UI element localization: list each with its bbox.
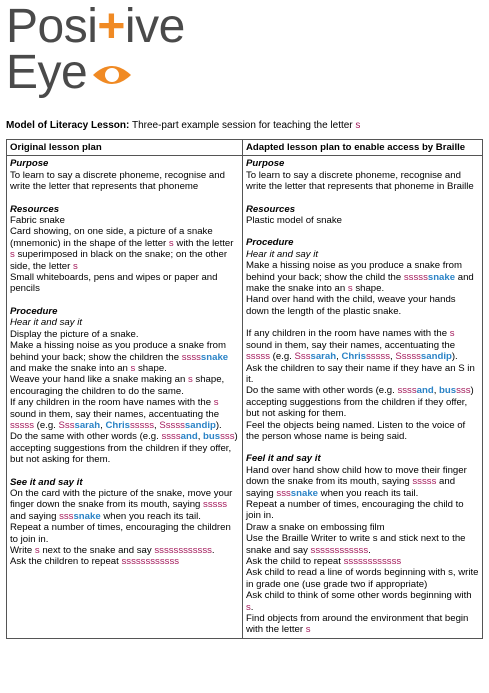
left-step-5: Do the same with other words (e.g. ssssand, bussss) accepting suggestions from the children if they offer, but not asking for them. <box>10 431 238 466</box>
right-procedure-heading: Procedure <box>246 237 294 249</box>
header-original: Original lesson plan <box>7 140 243 156</box>
right-hear-heading: Hear it and say it <box>246 248 318 260</box>
right-step-2: Hand over hand with the child, weave your hands down the length of the plastic snake. <box>246 294 456 317</box>
left-step-1: Display the picture of a snake. <box>10 328 139 340</box>
right-feel-8: Find objects from around the environment that begin with the letter s <box>246 613 469 636</box>
right-step-5: Do the same with other words (e.g. ssssand, bussss) accepting suggestions from the children if they offer, but not asking for them. <box>246 385 474 420</box>
right-purpose-heading: Purpose <box>246 158 285 170</box>
left-purpose-heading: Purpose <box>10 158 49 170</box>
left-step-4: If any children in the room have names with the s sound in them, say their names, accentuating the sssss (e.g. Ssssarah, Chrissssss, Ssssssandip). <box>10 397 222 431</box>
right-feel-7: Ask child to think of some other words beginning with s. <box>246 590 472 613</box>
left-resource-3: Small whiteboards, pens and wipes or paper and pencils <box>10 272 218 295</box>
right-feel-6: Ask child to read a line of words beginning with s, write in grade one (use grade two if appropriate) <box>246 567 479 590</box>
adapted-plan-cell <box>243 156 483 638</box>
left-see-heading: See it and say it <box>10 476 83 488</box>
right-step-1: Make a hissing noise as you produce a snake from behind your back; show the child the ssssssnake and make the snake into an s shape. <box>246 260 474 295</box>
left-see-1: On the card with the picture of the snake, move your finger down the snake from its mouth, saying sssss and saying ssssnake when you reach its tail. <box>10 487 233 522</box>
logo-text-a: Posi <box>6 0 98 53</box>
original-plan-cell <box>7 156 243 638</box>
left-resources-heading: Resources <box>10 203 60 215</box>
left-see-3: Write s next to the snake and say ssssssssssss. <box>10 545 215 556</box>
lesson-intro <box>6 120 482 132</box>
logo-line-1 <box>6 0 206 53</box>
right-step-3: If any children in the room have names with the s sound in them, say their names, accentuating the sssss (e.g. Ssssarah, Chrissssss, Ssssssandip). <box>246 328 458 363</box>
logo-plus: + <box>97 0 125 53</box>
logo-text-eye: Eye <box>6 46 88 99</box>
right-feel-heading: Feel it and say it <box>246 453 321 465</box>
eye-icon <box>91 60 133 90</box>
intro-label: Model of Literacy Lesson: <box>6 120 130 131</box>
right-purpose: To learn to say a discrete phoneme, recognise and write the letter that represents that phoneme in Braille <box>246 169 474 193</box>
header-adapted: Adapted lesson plan to enable access by Braille <box>243 140 483 156</box>
positive-eye-logo <box>6 0 206 108</box>
left-see-4: Ask the children to repeat ssssssssssss <box>10 556 180 568</box>
right-resources-heading: Resources <box>246 203 296 215</box>
left-step-2: Make a hissing noise as you produce a snake from behind your back; show the children the sssssnake and make the snake into an s shape. <box>10 340 229 374</box>
left-procedure-heading: Procedure <box>10 305 58 317</box>
left-step-3: Weave your hand like a snake making an s shape, encouraging the children to do the same. <box>10 374 225 397</box>
right-step-4: Ask the children to say their name if they have an S in it. <box>246 362 475 385</box>
right-step-6: Feel the objects being named. Listen to the voice of the person whose name is being said. <box>246 419 466 442</box>
right-feel-5: Ask the child to repeat ssssssssssss <box>246 556 402 567</box>
table-body-row <box>7 156 483 638</box>
right-feel-3: Draw a snake on embossing film <box>246 521 385 533</box>
left-purpose: To learn to say a discrete phoneme, recognise and write the letter that represents that phoneme <box>10 169 225 193</box>
right-feel-2: Repeat a number of times, encouraging the child to join in. <box>246 498 464 522</box>
right-resource-1: Plastic model of snake <box>246 215 342 227</box>
left-resource-2: Card showing, on one side, a picture of a snake (mnemonic) in the shape of the letter s with the letter s superimposed in black on the snake; on the other side, the letter s <box>10 226 234 272</box>
table-header-row <box>7 140 483 156</box>
intro-letter: s <box>355 120 361 131</box>
logo-text-b: ive <box>124 0 185 53</box>
left-hear-heading: Hear it and say it <box>10 317 82 329</box>
lesson-table <box>6 139 483 639</box>
right-feel-1: Hand over hand show child how to move their finger down the snake from its mouth, saying sssss and saying ssssnake when you reach its tail. <box>246 464 467 499</box>
right-feel-4: Use the Braille Writer to write s and stick next to the snake and say ssssssssssss. <box>246 533 466 556</box>
left-resource-1: Fabric snake <box>10 215 65 227</box>
logo-line-2 <box>6 46 206 99</box>
left-see-2: Repeat a number of times, encouraging the children to join in. <box>10 522 231 545</box>
intro-text: Three-part example session for teaching the letter <box>131 120 356 131</box>
